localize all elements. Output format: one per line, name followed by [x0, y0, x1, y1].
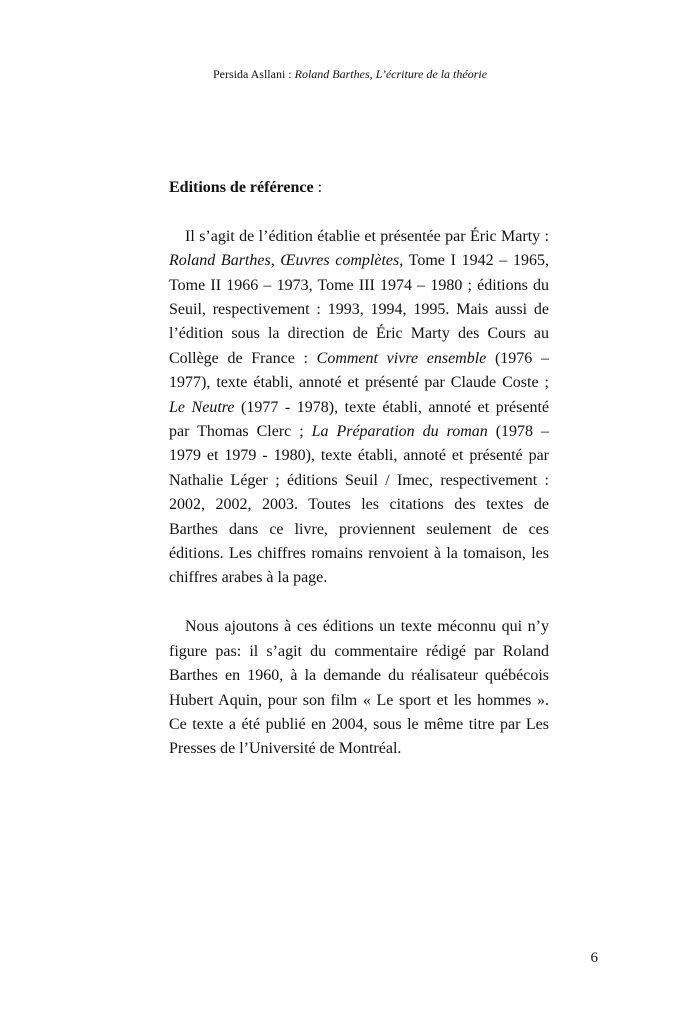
p1-title-comment-vivre: Comment vivre ensemble: [316, 349, 487, 367]
running-header: [0, 66, 700, 82]
p1-title-preparation: La Préparation du roman: [311, 423, 488, 441]
page-body: [169, 176, 549, 762]
p1-text-1: Il s’agit de l’édition établie et présentée par Éric Marty :: [185, 227, 549, 245]
header-author: Persida Asllani :: [212, 67, 295, 81]
paragraph-references: [169, 225, 549, 591]
p1-title-oeuvres: Roland Barthes, Œuvres complètes,: [169, 252, 404, 270]
p1-text-4: (1977 - 1978), texte établi, annoté et présenté par Thomas Clerc ;: [169, 398, 549, 441]
p1-text-2: Tome I 1942 – 1965, Tome II 1966 – 1973, Tome III 1974 – 1980 ; éditions du Seuil, respectivement : 1993, 1994, 1995. Mais aussi de l’édition sous la direction de Éric Marty des Cours au Collège de France :: [169, 252, 549, 367]
p1-text-3: (1976 – 1977), texte établi, annoté et présenté par Claude Coste ;: [169, 349, 550, 392]
p1-title-neutre: Le Neutre: [169, 398, 235, 416]
paragraph-additional-text: Nous ajoutons à ces éditions un texte méconnu qui n’y figure pas: il s’agit du commentaire rédigé par Roland Barthes en 1960, à la demande du réalisateur québécois Hubert Aquin, pour son film « Le sport et les hommes ». Ce texte a été publié en 2004, sous le même titre par Les Presses de l’Université de Montréal.: [169, 618, 549, 758]
page-number: 6: [590, 950, 598, 966]
section-heading: [169, 176, 549, 200]
header-book-title: Roland Barthes, L’écriture de la théorie: [294, 67, 488, 81]
section-heading-suffix: :: [313, 179, 323, 196]
p1-text-5: (1978 – 1979 et 1979 - 1980), texte établi, annoté et présenté par Nathalie Léger ; éditions Seuil / Imec, respectivement : 2002, 2002, 2003. Toutes les citations des textes de Barthes dans ce livre, proviennent seulement de ces éditions. Les chiffres romains renvoient à la tomaison, les chiffres arabes à la page.: [169, 423, 549, 587]
section-heading-text: Editions de référence: [169, 179, 314, 196]
